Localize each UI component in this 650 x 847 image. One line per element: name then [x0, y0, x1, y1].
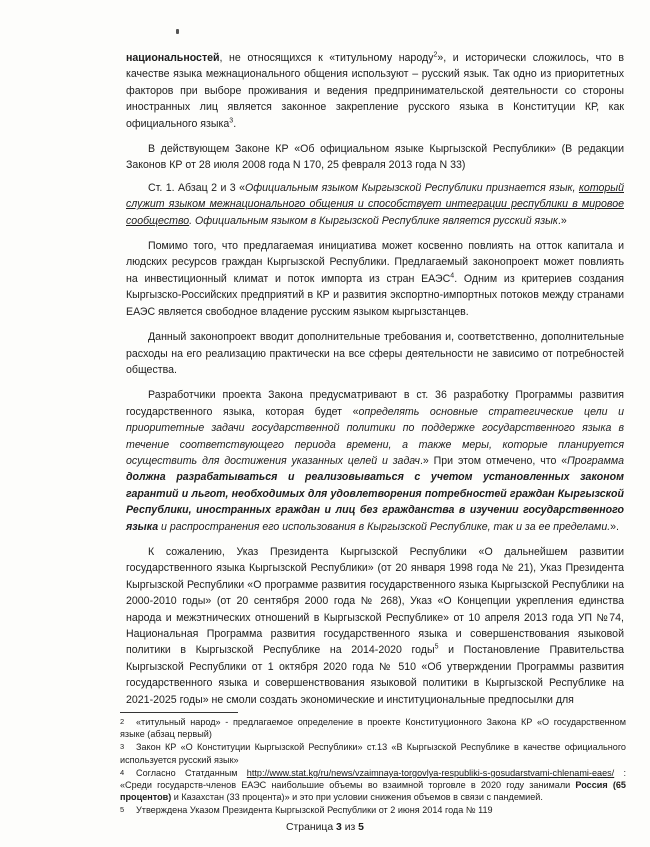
paragraph-3 — [126, 180, 624, 229]
text: ». — [610, 520, 619, 533]
footnote-5 — [120, 804, 626, 816]
current-page: 3 — [336, 822, 342, 833]
paragraph-5: Данный законопроект вводит дополнительные требования и, соответственно, дополнительные расходы на его реализацию практически на все сферы деятельности не зависимо от потребностей общества. — [126, 331, 624, 376]
bold-italic-text: должна разрабатываться и реализовываться с учетом установленных законом гарантий и льгот, необходимых для удовлетворения потребностей граждан Кыргызской Республики, иностранных граждан и лиц без гражданства в изучении государственного языка — [126, 471, 624, 533]
text: , не относящихся к «титульному народу — [219, 52, 434, 64]
total-pages: 5 — [358, 822, 364, 833]
text: .» При этом отмечено, что « — [419, 454, 568, 467]
text: К сожалению, Указ Президента Кыргызской Республики «О дальнейшем развитии государственного языка Кыргызской Республики» (от 20 января 1998 года № 21), Указ Президента Кыргызской Республики «О программе развития государственного языка Кыргызской Республики на 2000-2010 годы» (от 20 сентября 2000 года № 268), Указ «О Концепции укрепления единства народа и межэтнических отношений в Кыргызской Республике» от 10 апреля 2013 года УП №74, Национальная Программа развития государственного языка и совершенствования языковой политики в Кыргызской Республике на 2014-2020 годы — [126, 545, 624, 657]
text: «титульный народ» - предлагаемое определение в проекте Конституционного Закона КР «О государственном языке (абзац первый) — [120, 717, 626, 740]
footnote-divider — [120, 712, 238, 713]
paragraph-6 — [126, 387, 624, 535]
footnote-number: 5 — [120, 805, 125, 815]
text: . Одним из критериев создания Кыргызско-Российских предприятий в КР и развития экспортно-импортных потоков между странами ЕАЭС является свободное владение русским языком кыргызстанцев. — [126, 272, 624, 318]
footnote-ref-3: 3 — [229, 117, 234, 125]
footnote-4 — [120, 767, 626, 804]
italic-text: Официальным языком Кыргызской Республики признается язык, — [245, 181, 579, 194]
footnote-ref-2: 2 — [433, 51, 438, 59]
text: и Казахстан (33 процента)» и это при условии снижения объемов в связи с пандемией. — [171, 792, 543, 803]
text: и Постановление Правительства Кыргызской Республики от 1 октября 2020 года № 510 «Об утверждении Программы развития государственного языка и совершенствования языковой политики в Кыргызской Республике на 2021-2025 годы» не смоли создать экономические и институциональные предпосылки для — [126, 644, 624, 706]
page-number — [0, 822, 650, 833]
footnote-ref-4: 4 — [450, 272, 455, 280]
footnote-ref-5: 5 — [434, 643, 439, 651]
text: Страница — [286, 822, 337, 833]
stat-link[interactable]: http://www.stat.kg/ru/news/vzaimnaya-torgovlya-respubliki-s-gosudarstvami-chlenami-eaes/ — [246, 767, 615, 778]
paragraph-1 — [126, 50, 624, 132]
footnote-2 — [120, 716, 626, 740]
text: .» — [557, 214, 567, 227]
text: . — [233, 117, 237, 130]
paragraph-2: В действующем Законе КР «Об официальном языке Кыргызской Республики» (В редакции Законов КР от 28 июля 2008 года N 170, 25 февраля 2013 года N 33) — [126, 143, 624, 172]
text: Ст. 1. Абзац 2 и 3 « — [148, 181, 246, 194]
bold-text: Россия (65 процентов) — [120, 780, 626, 803]
underlined-text: который служит языком межнационального общения и способствует интеграции республики в мировое сообщество — [126, 181, 624, 227]
italic-text: Программа — [567, 454, 624, 467]
footnote-number: 3 — [120, 742, 125, 752]
text: Утверждена Указом Президента Кыргызской Республики от 2 июня 2014 года № 119 — [136, 805, 493, 816]
paragraph-4 — [126, 238, 624, 320]
text: из — [341, 822, 359, 833]
text: Помимо того, что предлагаемая инициатива может косвенно повлиять на отток капитала и людских ресурсов граждан Кыргызской Республики. Предлагаемый законопроект может повлиять на инвестиционный климат и поток импорта из стран ЕАЭС — [126, 240, 624, 285]
footnote-3 — [120, 741, 626, 765]
bold-lead: национальностей — [126, 52, 220, 64]
text: », и исторически сложилось, что в качестве языка межнационального общения используют – русский язык. Так одно из приоритетных факторов при выборе проживания и ведения предпринимательской деятельности со стороны иностранных лиц является законное закрепление русского языка в Конституции КР, как официального языка — [126, 52, 624, 130]
scan-speck — [176, 29, 179, 34]
footnote-number: 4 — [120, 767, 125, 777]
body-text — [126, 50, 624, 717]
italic-text: и распространения его использования в Кыргызской Республике, так и за ее пределами. — [158, 520, 611, 533]
text: Разработчики проекта Закона предусматривают в ст. 36 разработку Программы развития государственного языка, которая будет « — [126, 389, 624, 418]
footnotes — [120, 716, 626, 818]
text: Согласно Статданным — [136, 767, 247, 778]
footnote-number: 2 — [120, 717, 125, 726]
text: Закон КР «О Конституции Кыргызской Республики» ст.13 «В Кыргызской Республике в качестве официального используется русский язык» — [120, 742, 626, 765]
paragraph-7 — [126, 544, 624, 708]
italic-text: . Официальным языком в Кыргызской Республике является русский язык — [189, 214, 558, 227]
text: : «Среди государств-членов ЕАЭС наибольшие объемы во взаимной торговле в 2020 году занимали — [120, 767, 626, 791]
italic-text: определять основные стратегические цели и приоритетные задачи государственной политики по поддержке государственного языка в течение соответствующего периода времени, а также меры, которые планируется осуществить для достижения указанных целей и задач — [126, 405, 624, 467]
